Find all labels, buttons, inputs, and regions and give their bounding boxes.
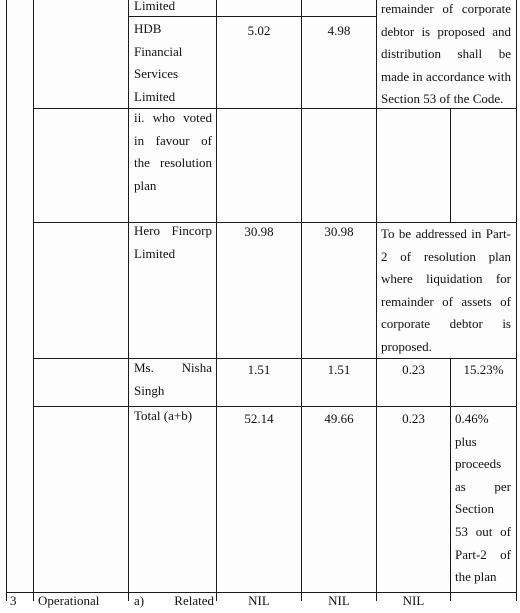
total-label: Total (a+b) [134,408,193,423]
table-border-left [6,0,7,601]
hdb-amount-2: 4.98 [327,23,351,38]
column-divider-1 [33,0,34,601]
next-sub-category: a) Related [134,593,214,608]
entity-hdb: HDB Financial Services Limited [134,21,183,104]
total-amount-3: 0.23 [402,411,425,426]
total-amount-2: 49.66 [324,411,354,426]
column-divider-4 [301,0,302,601]
column-divider-2 [128,0,129,601]
total-percent: 0.46% plus proceeds as per Section 53 out of Part-2 of the plan [455,411,511,585]
remarks-hdb: remainder of corporate debtor is proposed and distribution shall be made in accordance with Section 53 of the Code. [381,1,511,107]
next-amount-1: NIL [248,593,270,608]
sub-category-in-favour: ii. who voted in favour of the resolution plan [134,110,212,193]
entity-hero-fincorp: Hero Fincorp Limited [134,223,212,261]
entity-limited-top: Limited [134,0,176,13]
entity-nisha-singh: Ms. Nisha Singh [134,360,212,398]
next-amount-2: NIL [328,593,350,608]
nisha-amount-1: 1.51 [247,362,271,377]
remarks-hero: To be addressed in Part- 2 of resolution plan where liquidation for remainder of assets of corporate debtor is proposed. [381,226,511,354]
nisha-percent: 15.23% [463,362,504,377]
column-divider-5 [376,0,377,601]
hero-amount-1: 30.98 [244,224,274,239]
table-border-right [516,0,517,601]
row-divider-nisha [33,406,516,407]
total-amount-1: 52.14 [244,411,274,426]
nisha-amount-2: 1.51 [327,362,351,377]
nisha-amount-3: 0.23 [402,362,425,377]
next-amount-3: NIL [402,593,425,608]
next-category: Operational [38,593,100,608]
next-sr-no: 3 [10,593,17,608]
column-divider-6-lower [450,108,451,223]
hero-amount-2: 30.98 [324,224,354,239]
column-divider-3 [216,0,217,601]
hdb-amount-1: 5.02 [247,23,271,38]
column-divider-6-bottom [450,358,451,601]
